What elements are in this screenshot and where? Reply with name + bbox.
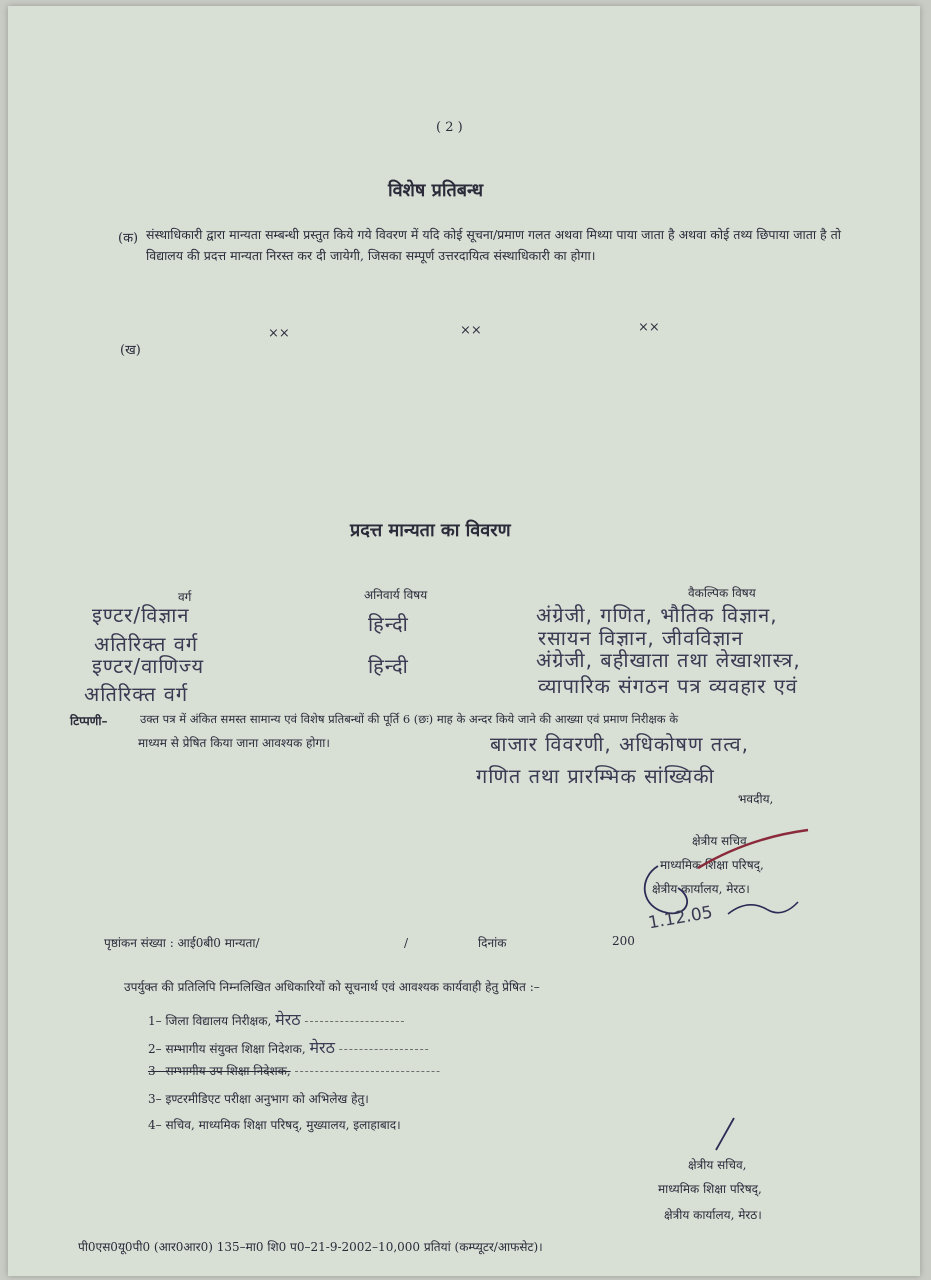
sig1-org: माध्यमिक शिक्षा परिषद्, (660, 858, 764, 872)
row1-optional-1: अंग्रेजी, गणित, भौतिक विज्ञान, (536, 603, 778, 627)
row2-optional-3: बाजार विवरणी, अधिकोषण तत्व, (490, 732, 749, 756)
footer-print-line: पी0एस0यू0पी0 (आर0आर0) 135–मा0 शि0 प0–21-9-2002–10,000 प्रतियां (कम्प्यूटर/आफसेट)। (78, 1240, 543, 1254)
signature-date: 1.12.05 (646, 902, 715, 934)
row2-optional-2: व्यापारिक संगठन पत्र व्यवहार एवं (538, 674, 798, 698)
recipient-3-struck: 3– सम्भागीय उप शिक्षा निदेशक, (148, 1064, 291, 1078)
sig1-title: क्षेत्रीय सचिव (692, 834, 747, 848)
signature-stroke (645, 866, 687, 913)
ref-separator: / (404, 936, 409, 950)
row2-compulsory: हिन्दी (368, 654, 409, 678)
row2-extra: अतिरिक्त वर्ग (84, 682, 189, 706)
note-line1: उक्त पत्र में अंकित समस्त सामान्य एवं विशेष प्रतिबन्धों की पूर्ति 6 (छः) माह के अन्दर किये जाने की आख्या एवं प्रमाण निरीक्षक के (140, 712, 679, 726)
ref-number-label: पृष्ठांकन संख्या : आई0बी0 मान्यता/ (104, 936, 260, 950)
recipient-2-text: 2– सम्भागीय संयुक्त शिक्षा निदेशक, (148, 1042, 306, 1056)
clause-ka-label: (क) (118, 231, 139, 246)
clause-kha-mark: ×× (460, 323, 482, 338)
recipient-1-dots: -------------------- (304, 1014, 406, 1028)
recipient-2-fill: मेरठ (309, 1038, 335, 1057)
recipient-1 (148, 1008, 405, 1030)
clause-kha-mark: ×× (638, 320, 660, 335)
col-header-optional: वैकल्पिक विषय (688, 586, 756, 600)
initial-stroke-line (716, 1118, 734, 1150)
note-line2: माध्यम से प्रेषित किया जाना आवश्यक होगा। (138, 736, 330, 750)
ref-date-label: दिनांक (478, 936, 507, 950)
closing-bhavdiya: भवदीय, (738, 792, 774, 806)
ref-year: 200 (612, 934, 635, 948)
heading-special-conditions: विशेष प्रतिबन्ध (388, 180, 484, 201)
sig2-org: माध्यमिक शिक्षा परिषद्, (658, 1182, 762, 1196)
recipient-3 (148, 1062, 441, 1079)
signature-stroke (728, 902, 798, 914)
row2-optional-1: अंग्रेजी, बहीखाता तथा लेखाशास्त्र, (536, 648, 801, 672)
note-label: टिप्पणी– (70, 714, 108, 728)
recipient-2 (148, 1036, 430, 1058)
row1-extra: अतिरिक्त वर्ग (94, 632, 199, 656)
forward-intro: उपर्युक्त की प्रतिलिपि निम्नलिखित अधिकारियों को सूचनार्थ एवं आवश्यक कार्यवाही हेतु प्रेषित :– (124, 980, 540, 994)
sig2-office: क्षेत्रीय कार्यालय, मेरठ। (664, 1208, 762, 1222)
recipient-1-text: 1– जिला विद्यालय निरीक्षक, (148, 1014, 272, 1028)
page-number: ( 2 ) (436, 120, 463, 135)
sig1-office: क्षेत्रीय कार्यालय, मेरठ। (652, 882, 750, 896)
recipient-4: 3– इण्टरमीडिएट परीक्षा अनुभाग को अभिलेख हेतु। (148, 1092, 369, 1106)
clause-kha-mark: ×× (268, 326, 290, 341)
row1-optional-2: रसायन विज्ञान, जीवविज्ञान (538, 626, 744, 650)
recipient-5: 4– सचिव, माध्यमिक शिक्षा परिषद्, मुख्यालय, इलाहाबाद। (148, 1118, 401, 1132)
recipient-2-dots: ------------------ (338, 1042, 430, 1056)
row1-class: इण्टर/विज्ञान (92, 603, 190, 627)
row2-class: इण्टर/वाणिज्य (92, 654, 205, 678)
signature-stroke (698, 830, 808, 868)
clause-kha-label: (ख) (120, 343, 141, 358)
col-header-class: वर्ग (178, 590, 192, 604)
col-header-compulsory: अनिवार्य विषय (364, 588, 428, 602)
recipient-3-dots: ----------------------------- (294, 1064, 442, 1078)
sig2-title: क्षेत्रीय सचिव, (688, 1158, 747, 1172)
row2-optional-4: गणित तथा प्रारम्भिक सांख्यिकी (476, 764, 715, 788)
heading-recognition-details: प्रदत्त मान्यता का विवरण (350, 520, 511, 541)
clause-ka-text: संस्थाधिकारी द्वारा मान्यता सम्बन्धी प्रस्तुत किये गये विवरण में यदि कोई सूचना/प्रमाण गलत अथवा मिथ्या पाया जाता है अथवा कोई तथ्य छिपाया जाता है तो विद्यालय की प्रदत्त मान्यता निरस्त कर दी जायेगी, जिसका सम्पूर्ण उत्तरदायित्व संस्थाधिकारी का होगा। (146, 227, 842, 263)
row1-compulsory: हिन्दी (368, 612, 409, 636)
recipient-1-fill: मेरठ (275, 1010, 301, 1029)
document-page (8, 6, 920, 1276)
initial-stroke (708, 1114, 748, 1154)
